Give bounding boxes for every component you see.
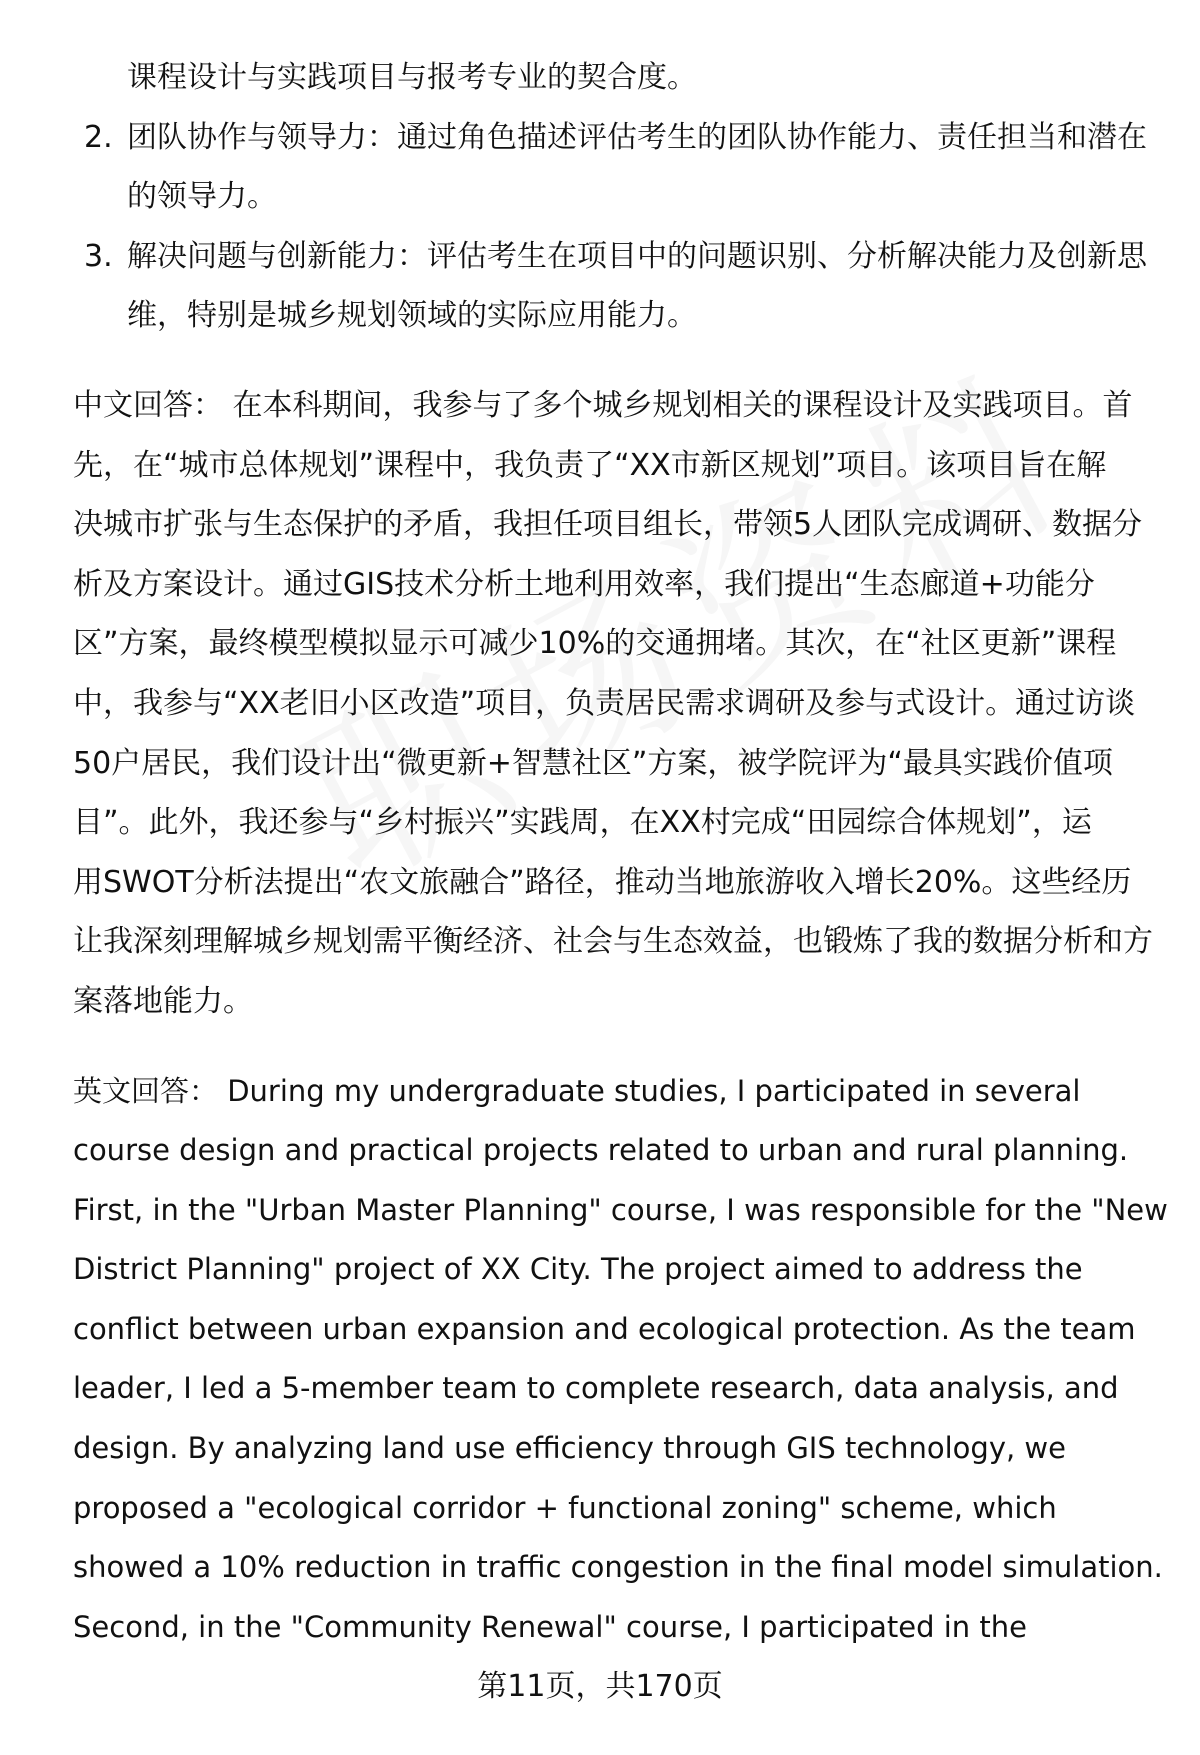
- english-answer: [73, 1062, 1168, 1658]
- chinese-line: 中文回答： 在本科期间，我参与了多个城乡规划相关的课程设计及实践项目。首: [73, 387, 1133, 423]
- english-line: design. By analyzing land use efficiency through GIS technology, we: [73, 1431, 1066, 1466]
- english-line: leader, I led a 5-member team to complete research, data analysis, and: [73, 1371, 1119, 1406]
- page-content: [73, 48, 1168, 1657]
- chinese-line: 50户居民，我们设计出“微更新+智慧社区”方案，被学院评为“最具实践价值项: [73, 745, 1113, 781]
- list-line: 维，特别是城乡规划领域的实际应用能力。: [127, 298, 697, 334]
- chinese-answer: [73, 376, 1153, 1032]
- list-line: 的领导力。: [127, 179, 277, 215]
- list-item-2: [73, 108, 1153, 227]
- english-line: 英文回答： During my undergraduate studies, I participated in several: [73, 1073, 1081, 1108]
- english-line: conflict between urban expansion and ecological protection. As the team: [73, 1311, 1136, 1346]
- paragraph-gap: [73, 1032, 1153, 1062]
- english-line: First, in the "Urban Master Planning" course, I was responsible for the "New: [73, 1192, 1168, 1227]
- list-number: 3.: [84, 238, 113, 274]
- chinese-line: 决城市扩张与生态保护的矛盾，我担任项目组长，带领5人团队完成调研、数据分: [73, 507, 1143, 543]
- chinese-line: 目”。此外，我还参与“乡村振兴”实践周，在XX村完成“田园综合体规划”，运: [73, 805, 1092, 841]
- english-line: course design and practical projects related to urban and rural planning.: [73, 1133, 1129, 1168]
- criteria-list: [73, 48, 1153, 346]
- page-number-footer: 第11页，共170页: [477, 1669, 723, 1704]
- english-line: proposed a "ecological corridor + functional zoning" scheme, which: [73, 1490, 1057, 1525]
- chinese-line: 区”方案，最终模型模拟显示可减少10%的交通拥堵。其次，在“社区更新”课程: [73, 626, 1117, 662]
- chinese-line: 用SWOT分析法提出“农文旅融合”路径，推动当地旅游收入增长20%。这些经历: [73, 864, 1132, 900]
- english-line: showed a 10% reduction in traffic congestion in the final model simulation.: [73, 1550, 1163, 1585]
- list-item-3: [73, 227, 1153, 346]
- list-number: 2.: [84, 119, 113, 155]
- chinese-line: 中，我参与“XX老旧小区改造”项目，负责居民需求调研及参与式设计。通过访谈: [73, 685, 1136, 721]
- list-line: 团队协作与领导力：通过角色描述评估考生的团队协作能力、责任担当和潜在: [127, 119, 1147, 155]
- english-line: District Planning" project of XX City. The project aimed to address the: [73, 1252, 1083, 1287]
- chinese-line: 先，在“城市总体规划”课程中，我负责了“XX市新区规划”项目。该项目旨在解: [73, 447, 1107, 483]
- chinese-line: 析及方案设计。通过GIS技术分析土地利用效率，我们提出“生态廊道+功能分: [73, 566, 1095, 602]
- english-line: Second, in the "Community Renewal" course, I participated in the: [73, 1609, 1027, 1644]
- chinese-line: 案落地能力。: [73, 983, 253, 1019]
- list-item-continuation: 课程设计与实践项目与报考专业的契合度。: [127, 60, 697, 95]
- list-line: 解决问题与创新能力：评估考生在项目中的问题识别、分析解决能力及创新思: [127, 238, 1147, 274]
- paragraph-gap: [73, 346, 1153, 376]
- chinese-line: 让我深刻理解城乡规划需平衡经济、社会与生态效益，也锻炼了我的数据分析和方: [73, 924, 1153, 960]
